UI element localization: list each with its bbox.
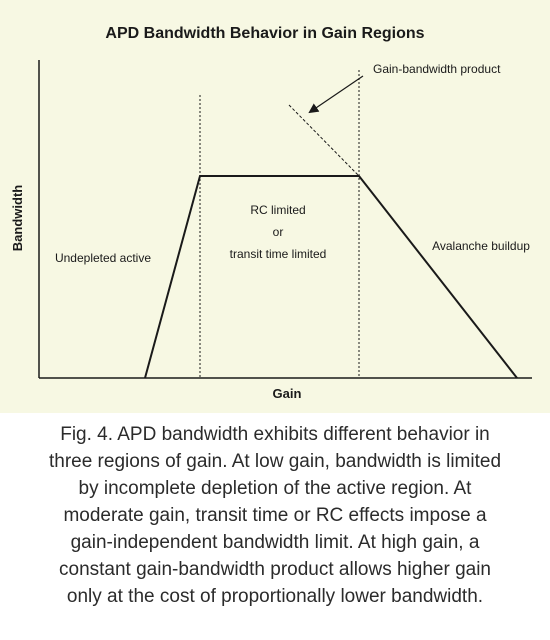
caption-line: gain-independent bandwidth limit. At high gain, a <box>70 532 480 553</box>
caption-line: moderate gain, transit time or RC effects impose a <box>63 505 487 526</box>
gain-bandwidth-product-line <box>289 105 359 176</box>
caption-line: constant gain-bandwidth product allows higher gain <box>59 559 491 580</box>
gbp-pointer-arrow <box>310 76 363 112</box>
x-axis-label: Gain <box>272 386 302 401</box>
figure-caption <box>0 413 550 640</box>
caption-line: three regions of gain. At low gain, bandwidth is limited <box>48 451 502 472</box>
caption-line: only at the cost of proportionally lower bandwidth. <box>66 586 484 607</box>
caption-line: Fig. 4. APD bandwidth exhibits different behavior in <box>60 424 490 445</box>
region-label-middle-line3: transit time limited <box>229 247 327 261</box>
caption-line: by incomplete depletion of the active region. At <box>78 478 472 499</box>
region-label-middle-line1: RC limited <box>250 203 306 217</box>
diagram-title: APD Bandwidth Behavior in Gain Regions <box>105 25 425 42</box>
gbp-label: Gain-bandwidth product <box>373 62 501 76</box>
region-label-middle-line2: or <box>272 225 284 239</box>
y-axis-label: Bandwidth <box>10 184 25 252</box>
region-label-undepleted: Undepleted active <box>54 251 152 265</box>
bandwidth-curve <box>145 176 517 378</box>
region-label-avalanche: Avalanche buildup <box>432 239 530 253</box>
